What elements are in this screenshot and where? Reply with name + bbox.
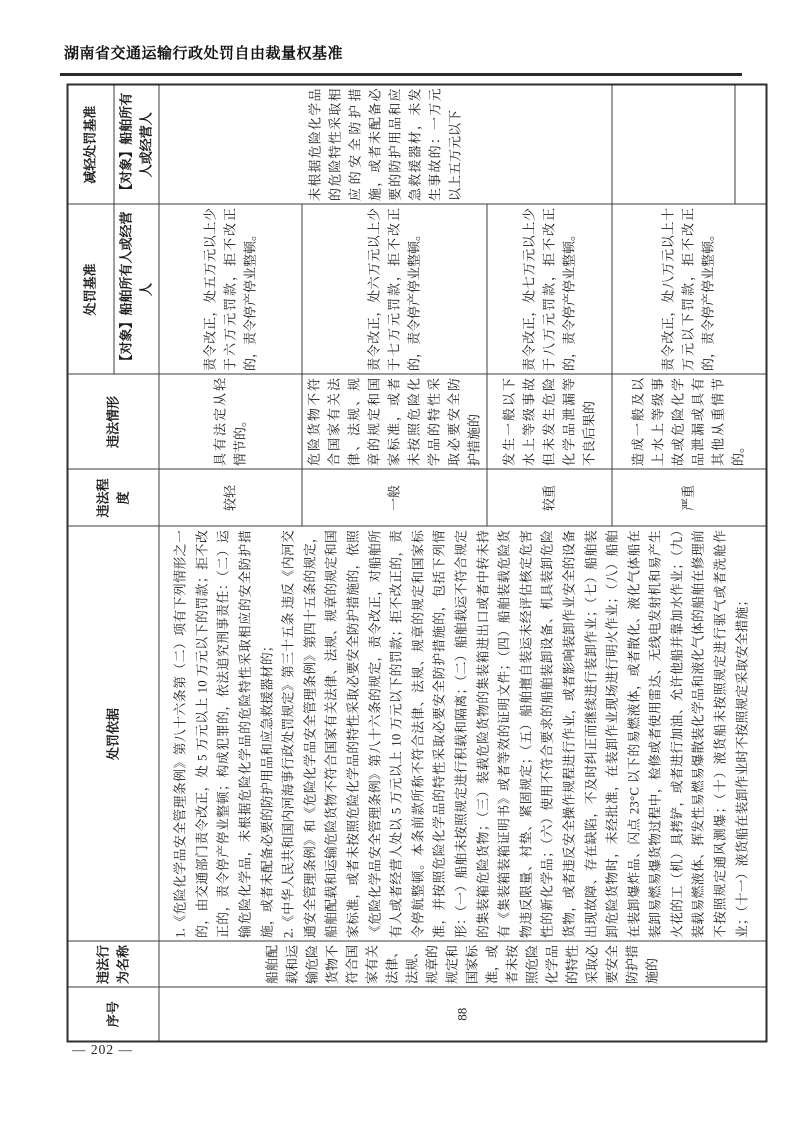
title-rule <box>60 73 742 76</box>
cell-circumstance-severe: 造成一般及以上水上等级事故或危险化学品泄漏或具有其他从重情节的。 <box>611 374 766 469</box>
cell-degree-general: 一般 <box>301 469 486 526</box>
page-title: 湖南省交通运输行政处罚自由裁量权基准 <box>64 45 344 62</box>
header-row-main <box>67 84 113 1041</box>
cell-circumstance-minor: 具有法定从轻情节的。 <box>158 374 301 469</box>
header-violation-degree: 违法程度 <box>67 469 158 526</box>
cell-circumstance-serious: 发生一般以下水上等级事故但未发生危险化学品泄漏等不良后果的 <box>486 374 611 469</box>
header-penalty-standard-target: 【对象】船舶所有人或经营人 <box>113 204 158 374</box>
page-number: — 202 — <box>72 1042 133 1057</box>
cell-serial-number: 88 <box>158 987 766 1041</box>
cell-degree-serious: 较重 <box>486 469 611 526</box>
cell-inner-divider <box>734 85 735 204</box>
penalty-basis-paragraph-2: 2.《中华人民共和国内河海事行政处罚规定》第三十五条 违反《内河交通安全管理条例》和《危险化学品安全管理条例》第四十五条的规定，船舶配载和运输危险货物不符合国家有关法律、法规、规章的规定和国家标准，或者未按照危险化学品的特性采取必要安全防护措施的，依照《危险化学品安全管理条例》第八十六条的规定，责令改正，对船舶所有人或者经营人处以 5 万元以上 10 万元以下的罚款；拒不改正的，责令停航整顿。本条前款所称不符合法律、法规、规章的规定和国家标准，并按照危险化学品的特性采取必要安全防护措施的，包括下列情形：（一）船舶未按照规定进行积载和隔离；（二）船舶载运不符合规定的集装箱危险货物；（三）装载危险货物的集装箱进出口或者中转未持有《集装箱装箱证明书》或者等效的证明文件；（四）船舶装载危险货物违反限量、衬垫、紧固规定；（五）船舶擅自装运未经评估核定危害性的新化学品；（六）使用不符合要求的船舶装卸设备、机具装卸危险货物，或者违反安全操作规程进行作业，或者影响装卸作业安全的设备出现故障、存在缺陷，不及时纠正而继续进行装卸作业；（七）船舶装卸危险货物时，未经批准，在装卸作业现场进行明火作业；（八）船舶在装卸爆炸品、闪点 23°C 以下的易燃液体，或者散化、液化气体船在装卸易燃易爆货物过程中，检修或者使用雷达、无线电发射机和易产生火花的工（机）具拷铲，或者进行加油、允许他船并靠加水作业；（九）装载易燃液体、挥发性易燃易爆散装化学品和液化气体的船舶在修理前不按照规定通风测爆；（十）液货船未按照规定进行驱气或者洗舱作业；（十一）液货船在装卸作业时不按照规定采取安全措施； <box>281 529 749 938</box>
header-reduced-penalty-target: 【对象】船舶所有人或经营人 <box>113 84 158 204</box>
cell-degree-minor: 较轻 <box>158 469 301 526</box>
cell-reduced-penalty: 未根据危险化学品的危险特性采取相应的安全防护措施，或者未配备必要的防护用品和应急救援器材，未发生事故的：一万元以上五万元以下 <box>158 84 611 204</box>
cell-penalty-basis <box>158 526 766 941</box>
penalty-standards-table <box>66 83 767 1042</box>
header-serial-number: 序号 <box>67 987 158 1041</box>
header-penalty-standard: 处罚基准 <box>67 204 113 374</box>
header-violation-circumstance: 违法情形 <box>67 374 158 469</box>
header-reduced-penalty-standard: 减轻处罚基准 <box>67 84 113 204</box>
header-penalty-basis: 处罚依据 <box>67 526 158 941</box>
cell-standard-minor: 责令改正，处五万元以上少于六万元罚款，拒不改正的，责令停产停业整顿。 <box>158 204 301 374</box>
penalty-basis-paragraph-1: 1.《危险化学品安全管理条例》第八十六条第（二）项有下列情形之一的，由交通部门责令改正，处 5 万元以上 10 万元以下的罚款；拒不改正的，责令停产停业整顿；构成犯罪的，依法追究刑事责任：（二）运输危险化学品，未根据危险化学品的危险特性采取相应的安全防护措施，或者未配备必要的防护用品和应急救援器材的； <box>173 529 274 938</box>
cell-violation-name: 船舶配载和运输危险货物不符合国家有关法律、法规、规章的规定和国家标准，或者未按照危险化学品的特性采取必要安全防护措施的 <box>158 941 766 987</box>
cell-degree-severe: 严重 <box>611 469 766 526</box>
table-row-degree-minor <box>158 84 301 1041</box>
header-violation-name: 违法行为名称 <box>67 941 158 987</box>
cell-standard-serious: 责令改正，处七万元以上少于八万元罚款，拒不改正的，责令停产停业整顿。 <box>486 204 611 374</box>
rotated-table-container <box>66 85 749 1042</box>
cell-reduced-penalty-empty <box>611 84 766 204</box>
cell-standard-severe: 责令改正，处八万元以上十万元以下罚款，拒不改正的，责令停产停业整顿。 <box>611 204 766 374</box>
cell-standard-general: 责令改正，处六万元以上少于七万元罚款，拒不改正的，责令停产停业整顿。 <box>301 204 486 374</box>
cell-circumstance-general: 危险货物不符合国家有关法律、法规、规章的规定和国家标准，或者未按照危险化学品的特性采取必要安全防护措施的 <box>301 374 486 469</box>
